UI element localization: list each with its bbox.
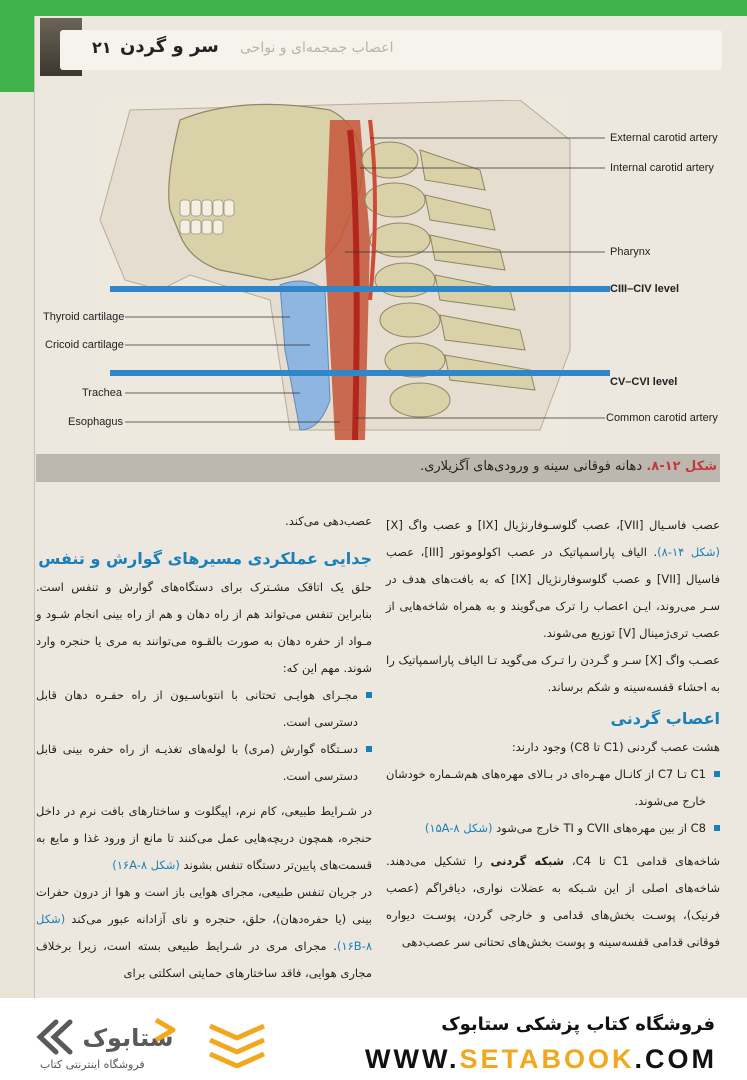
list-item: مجـرای هوایـی تحتانی با انتوباسـیون از راه حفـره دهان قابل دسترسی است. — [36, 682, 372, 736]
page-number: ۲۱ — [92, 38, 112, 57]
header-faded-text: اعصاب جمجمه‌ای و نواحی — [240, 40, 394, 56]
url-suffix: .COM — [634, 1044, 717, 1074]
logo-wordmark: ستابوک — [82, 1024, 174, 1052]
text-run: شاخه‌های قدامی C1 تا C4، — [564, 854, 721, 868]
book-stack-icon — [202, 1018, 272, 1068]
figure-caption — [420, 459, 717, 474]
neck-illustration — [40, 100, 730, 450]
store-url-link[interactable] — [365, 1044, 717, 1075]
text-run: را تشکیل می‌دهند. شاخه‌های اصلی از این شـبکه به عضلات نواری، دیافراگم (عصب فرنیک)، پوسـت بخش‌های قدامی و خارجی گردن، پوسـت دیواره فوقانی قدامی قفسه‌سینه و پوست بخش‌های تحتانی سر عصب‌دهی — [386, 854, 720, 949]
paragraph: عصب‌دهی می‌کند. — [285, 514, 372, 528]
setabook-logo[interactable] — [28, 1012, 178, 1062]
label-esophagus: Esophagus — [68, 416, 124, 428]
chapter-title: سر و گردن — [120, 36, 219, 57]
figure-reference: (شکل ۱۴-۸) — [657, 545, 720, 559]
figure-reference: (شکل ۱۶A-۸) — [112, 858, 180, 872]
text-run: . مجرای مری در شـرایط طبیعی بسته است، زیرا برخلاف مجاری هوایی، فاقد ساختارهای حمایتی اسکلتی برای — [36, 939, 372, 980]
store-name: فروشگاه کتاب پزشکی ستابوک — [441, 1014, 715, 1035]
text-run: . الیاف پاراسمپاتیک در عصب اکولوموتور [III]، عصب فاسیال [VII] و عصب گلوسوفارنژیال [IX] که به بافت‌های هدف در سـر می‌روند، ایـن اعصاب را ترک می‌گویند و به همراه شاخه‌هایی از عصب تری‌ژمینال [V] توزیع می‌شوند. — [386, 545, 721, 640]
paragraph: حلق یک اتاقک مشـترک برای دستگاه‌های گوارش و تنفس است. بنابراین تنفس می‌تواند هم از راه دهان و هم از راه بینی انجام شـود و مـواد از حفره دهان به صورت بالقـوه می‌توانند به مری یا حنجره وارد شوند. مهم این که: — [36, 580, 372, 675]
text-run: عصب فاسـیال [VII]، عصب گلوسـوفارنژیال [IX] و عصب واگ [X] — [386, 518, 720, 532]
paragraph — [386, 512, 720, 647]
label-external-carotid: External carotid artery — [610, 132, 718, 144]
figure-reference: (شکل ۱۵A-۸) — [424, 821, 493, 835]
list-item — [386, 815, 720, 842]
section-title-functional-separation: جدایی عملکردی مسیرهای گوارش و تنفس — [38, 549, 372, 568]
level-line-cv-cvi — [110, 370, 610, 376]
list-item: C1 تـا C7 از کانـال مهـره‌ای در بـالای مهره‌های هم‌شـماره خودشان خارج می‌شوند. — [386, 761, 720, 815]
label-trachea: Trachea — [82, 387, 122, 399]
text-run: در شـرایط طبیعی، کام نرم، اپیگلوت و ساختارهای بافت نرم در داخل حنجره، همچون دریچه‌هایی عمل می‌کنند تا مانع از ورود غذا و مایع به قسمت‌های پایین‌تر دستگاه تنفس بشوند — [36, 804, 372, 872]
url-brand: SETABOOK — [459, 1044, 635, 1074]
paragraph — [36, 798, 372, 879]
anatomy-figure — [40, 100, 730, 450]
list-item: دسـتگاه گوارش (مری) با لوله‌های تغذیـه از راه حفره بینی قابل دسترسی است. — [36, 736, 372, 790]
level-line-ciii-civ — [110, 286, 610, 292]
label-thyroid-cartilage: Thyroid cartilage — [43, 311, 125, 323]
label-cricoid-cartilage: Cricoid cartilage — [45, 339, 124, 351]
label-ciii-civ-level: CIII–CIV level — [610, 283, 680, 295]
paragraph — [36, 879, 372, 987]
paragraph: عصـب واگ [X] سـر و گـردن را تـرک می‌گوید تـا الیاف پاراسمپاتیک را به احشاء قفسه‌سینه و شکم برساند. — [386, 653, 720, 694]
right-column — [386, 512, 720, 956]
text-run: در جریان تنفس طبیعی، مجرای هوایی باز است و هوا از درون حفرات بینی (یا حفره‌دهان)، حلق، حنجره و نای آزادانه عبور می‌کند — [36, 885, 372, 926]
text-run: C8 از بین مهره‌های CVII و TI خارج می‌شود — [492, 821, 706, 835]
label-internal-carotid: Internal carotid artery — [610, 162, 714, 174]
paragraph — [386, 848, 720, 956]
figure-reference: (شکل ۱۶B-۸) — [36, 912, 372, 953]
bold-term: شبکه گردنی — [490, 854, 565, 868]
caption-text: دهانه فوقانی سینه و ورودی‌های آگزیلاری. — [420, 459, 647, 474]
label-cv-cvi-level: CV–CVI level — [610, 376, 678, 388]
label-pharynx: Pharynx — [610, 246, 651, 258]
url-prefix: WWW. — [365, 1044, 460, 1074]
logo-subtitle: فروشگاه اینترنتی کتاب — [40, 1058, 145, 1071]
caption-number: شکل ۱۲-۸. — [646, 459, 717, 474]
paragraph: هشت عصب گردنی (C1 تا C8) وجود دارند: — [511, 740, 720, 754]
section-title-cervical-nerves: اعصاب گردنی — [610, 709, 720, 728]
label-common-carotid: Common carotid artery — [606, 412, 718, 424]
left-column — [36, 508, 372, 987]
